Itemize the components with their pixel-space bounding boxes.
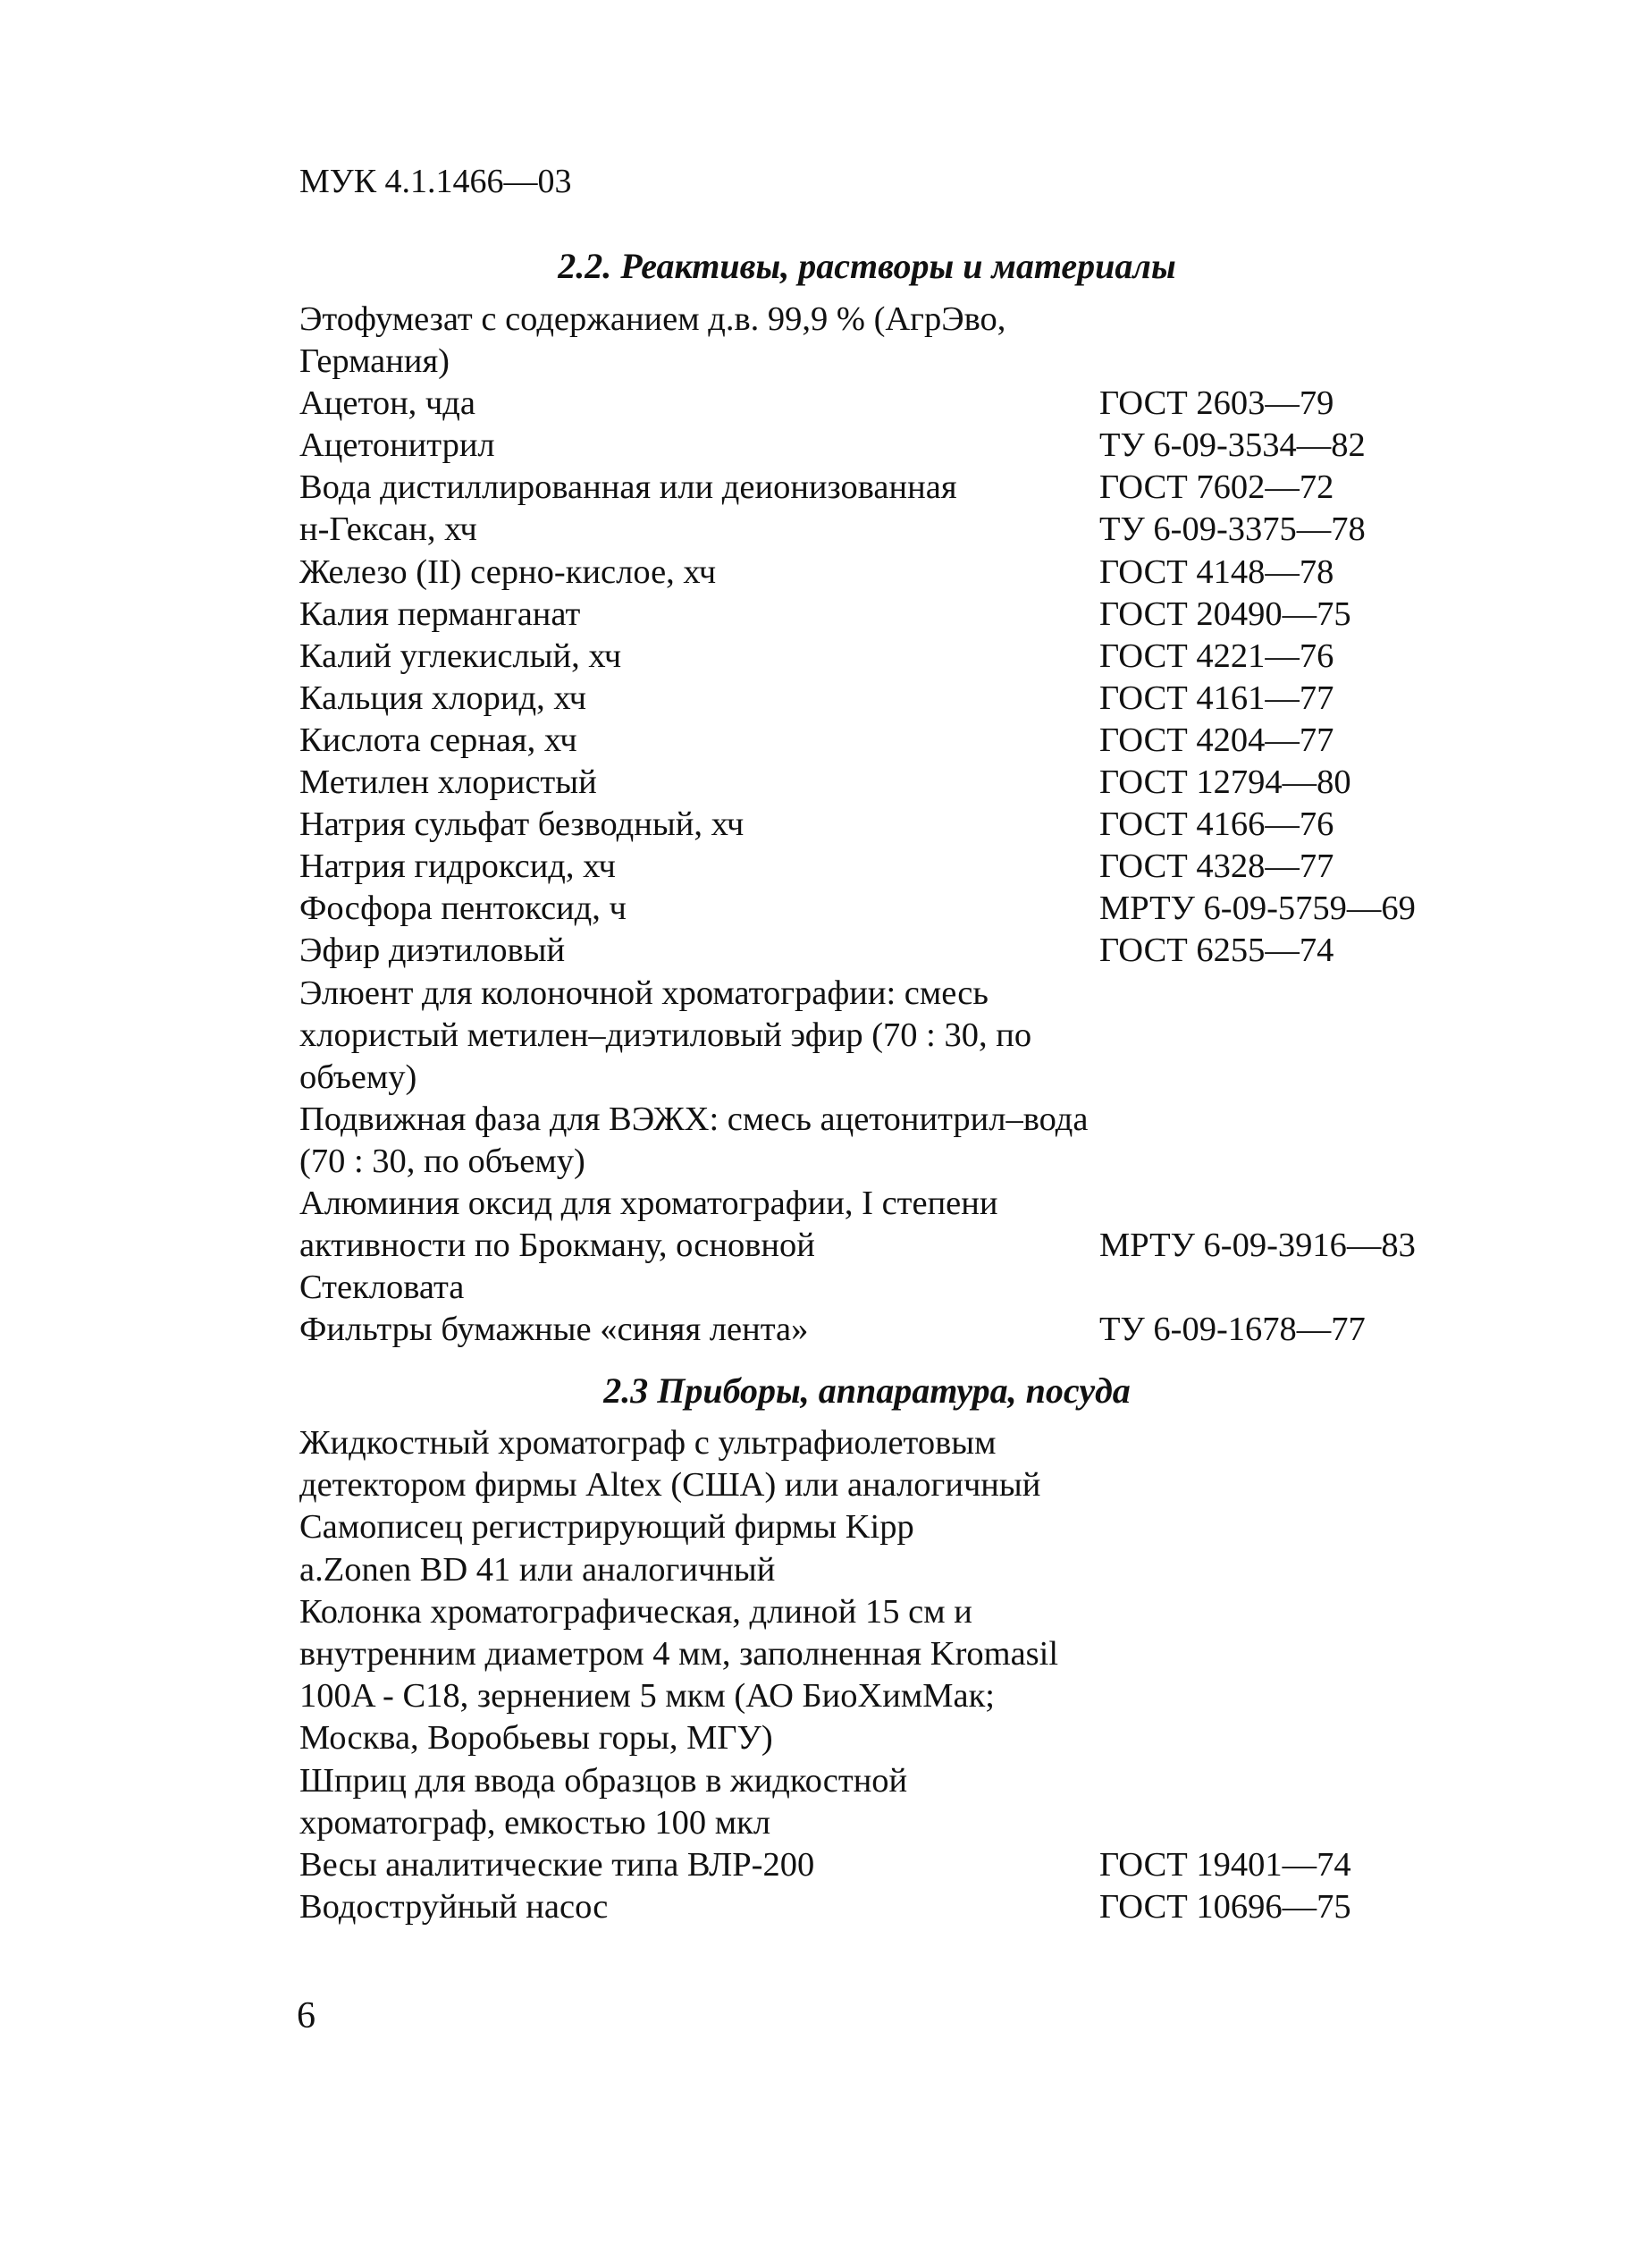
item-name: Фосфора пентоксид, ч [299,889,627,928]
item-name: Натрия гидроксид, хч [299,847,616,886]
list-item [299,1506,1497,1590]
item-standard: ГОСТ 4221—76 [1099,637,1334,675]
list-item [299,552,1497,594]
list-item [299,1099,1497,1183]
list-item [299,804,1497,846]
item-standard: ТУ 6-09-3375—78 [1099,510,1366,549]
item-standard: МРТУ 6-09-5759—69 [1099,889,1416,928]
section-title-reagents: 2.2. Реактивы, растворы и материалы [558,246,1176,286]
item-name: Самописец регистрирующий фирмы Kipp a.Zonen BD 41 или аналогичный [299,1508,914,1589]
item-name: Эфир диэтиловый [299,932,566,970]
list-item [299,888,1497,930]
item-standard: МРТУ 6-09-3916—83 [1099,1227,1416,1265]
item-standard: ГОСТ 4161—77 [1099,679,1334,717]
list-item [299,594,1497,636]
list-item [299,930,1497,972]
list-item [299,383,1497,425]
list-item [299,425,1497,467]
item-name: Железо (II) серно-кислое, хч [299,552,717,591]
item-standard: ГОСТ 4148—78 [1099,552,1334,591]
list-item [299,1591,1497,1760]
list-item [299,1422,1497,1506]
item-name: Стекловата [299,1269,465,1307]
item-standard: ТУ 6-09-1678—77 [1099,1311,1366,1349]
item-name: Этофумезат с содержанием д.в. 99,9 % (АгрЭво, Германия) [299,300,1006,381]
item-name: Весы аналитические типа ВЛР-200 [299,1846,815,1884]
list-item [299,1309,1497,1351]
item-standard: ГОСТ 4328—77 [1099,847,1334,886]
list-item [299,1760,1497,1844]
item-standard: ГОСТ 4166—76 [1099,805,1334,844]
item-name: Калия перманганат [299,594,581,633]
document-header: МУК 4.1.1466—03 [299,163,572,200]
item-standard: ГОСТ 6255—74 [1099,932,1334,970]
item-name: Шприц для ввода образцов в жидкостной хроматограф, емкостью 100 мкл [299,1761,908,1842]
item-name: Ацетонитрил [299,426,495,465]
item-name: Кислота серная, хч [299,721,577,759]
reagents-list [299,299,1497,1351]
item-name: Жидкостный хроматограф с ультрафиолетовым детектором фирмы Altex (США) или аналогичный [299,1424,1041,1505]
list-item [299,973,1497,1099]
list-item [299,678,1497,720]
item-name: Ацетон, чда [299,384,475,423]
instruments-list [299,1422,1497,1928]
item-name: Фильтры бумажные «синяя лента» [299,1311,809,1349]
item-standard: ГОСТ 2603—79 [1099,384,1334,423]
item-name: Алюминия оксид для хроматографии, I степени активности по Брокману, основной [299,1184,998,1265]
section-title-instruments: 2.3 Приборы, аппаратура, посуда [603,1370,1131,1411]
list-item [299,509,1497,551]
item-name: Водоструйный насос [299,1888,609,1927]
item-name: Кальция хлорид, хч [299,679,587,717]
item-name: Подвижная фаза для ВЭЖХ: смесь ацетонитрил–вода (70 : 30, по объему) [299,1100,1089,1180]
list-item [299,636,1497,678]
list-item [299,1267,1497,1309]
page-number: 6 [297,1995,315,2036]
item-name: Элюент для колоночной хроматографии: смесь хлористый метилен–диэтиловый эфир (70 : 30, по объему) [299,974,1032,1096]
item-standard: ГОСТ 4204—77 [1099,721,1334,759]
list-item [299,762,1497,804]
item-name: н-Гексан, хч [299,510,477,549]
item-name: Метилен хлористый [299,763,597,802]
list-item [299,1183,1497,1267]
item-standard: ГОСТ 20490—75 [1099,594,1351,633]
item-standard: ГОСТ 19401—74 [1099,1846,1351,1884]
list-item [299,1844,1497,1886]
item-name: Вода дистиллированная или деионизованная [299,468,957,507]
list-item [299,846,1497,888]
item-name: Калий углекислый, хч [299,637,622,675]
list-item [299,720,1497,762]
list-item [299,1886,1497,1928]
item-name: Колонка хроматографическая, длиной 15 см и внутренним диаметром 4 мм, заполненная Kromasil 100A - C18, зернением 5 мкм (АО БиоХимМак; Москва, Воробьевы горы, МГУ) [299,1592,1059,1758]
item-standard: ГОСТ 10696—75 [1099,1888,1351,1927]
list-item [299,467,1497,509]
item-name: Натрия сульфат безводный, хч [299,805,745,844]
item-standard: ГОСТ 7602—72 [1099,468,1334,507]
list-item [299,299,1497,383]
item-standard: ТУ 6-09-3534—82 [1099,426,1366,465]
item-standard: ГОСТ 12794—80 [1099,763,1351,802]
